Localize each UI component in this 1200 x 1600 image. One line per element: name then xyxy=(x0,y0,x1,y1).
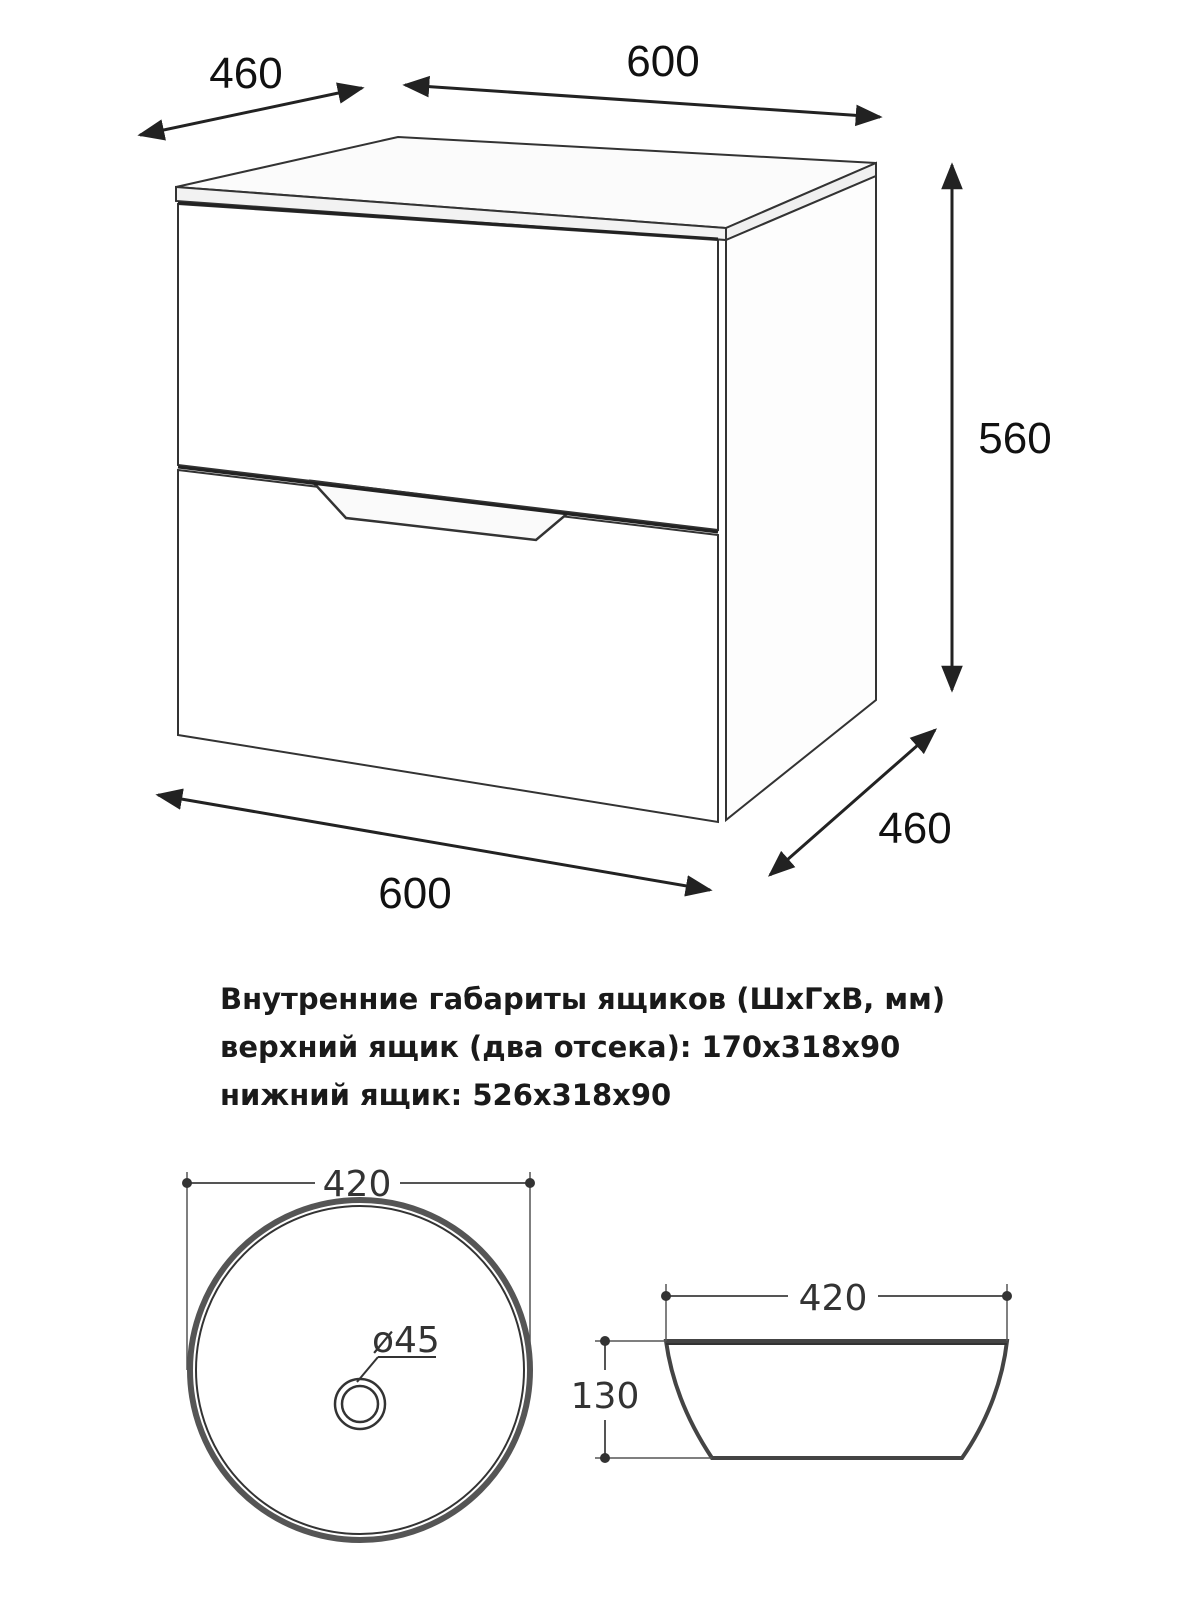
drain-inner xyxy=(342,1386,378,1422)
side-view-height-label: 130 xyxy=(570,1376,640,1417)
cabinet-side-panel xyxy=(726,176,876,820)
basin-side-view xyxy=(571,1278,1012,1463)
cabinet-drawing xyxy=(176,137,876,822)
depth-top-label: 460 xyxy=(209,49,283,98)
note-heading: Внутренние габариты ящиков (ШхГхВ, мм) xyxy=(220,982,946,1016)
note-lower-drawer: нижний ящик: 526х318х90 xyxy=(220,1078,672,1112)
depth-bottom-label: 460 xyxy=(878,804,952,853)
drain-diameter-label: ø45 xyxy=(372,1320,440,1361)
top-view-diameter-label: 420 xyxy=(322,1164,392,1205)
basin-inner-rim xyxy=(196,1206,524,1534)
note-upper-drawer: верхний ящик (два отсека): 170х318х90 xyxy=(220,1030,901,1064)
basin-outer-rim xyxy=(190,1200,530,1540)
height-label: 560 xyxy=(978,414,1052,463)
width-top-arrow xyxy=(405,85,880,117)
basin-top-view xyxy=(182,1164,535,1540)
side-view-width-label: 420 xyxy=(798,1278,868,1319)
basin-side-profile xyxy=(666,1341,1007,1458)
width-top-label: 600 xyxy=(626,37,700,86)
drawer-dimensions-note xyxy=(220,975,945,1119)
width-bottom-label: 600 xyxy=(378,869,452,918)
